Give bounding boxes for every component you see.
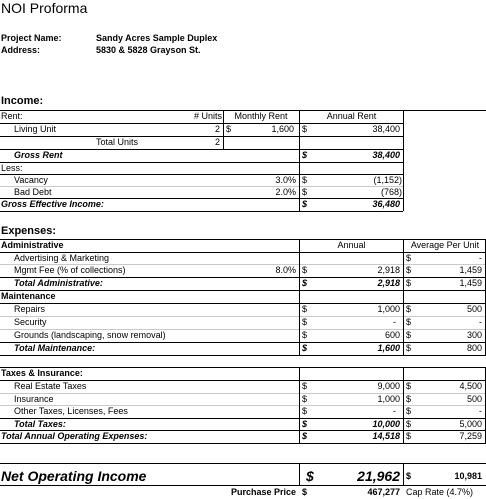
- noi-currency: $: [306, 468, 314, 484]
- total-admin-annual: 2,918: [377, 278, 400, 288]
- total-admin-currency: $: [302, 278, 308, 288]
- gross-effective-income-label: Gross Effective Income:: [1, 199, 104, 209]
- noi-avg-left-gridline: [403, 463, 404, 485]
- noi-value: 21,962: [357, 468, 400, 484]
- vacancy-label: Vacancy: [14, 175, 48, 185]
- total-admin-label: Total Administrative:: [14, 278, 103, 288]
- income-heading: Income:: [1, 95, 44, 107]
- total-opex-avg: 7,259: [459, 431, 482, 441]
- administrative-heading: Administrative: [1, 240, 64, 250]
- total-maintenance-annual: 1,600: [377, 343, 400, 353]
- total-units-label: Total Units: [96, 137, 139, 147]
- less-label: Less:: [1, 163, 23, 173]
- real-estate-taxes-avg: 4,500: [459, 381, 482, 391]
- total-opex-currency: $: [302, 431, 308, 441]
- monthly-rent-col-header: Monthly Rent: [234, 111, 288, 121]
- grounds-avg: 300: [466, 330, 482, 340]
- real-estate-taxes-annual: 9,000: [377, 381, 400, 391]
- repairs-avg-currency: $: [406, 304, 412, 314]
- other-taxes-avg: -: [479, 406, 482, 416]
- annual-rent-col-header: Annual Rent: [326, 111, 377, 121]
- total-maintenance-avg: 800: [466, 343, 482, 353]
- noi-annual-left-gridline: [299, 463, 300, 485]
- total-opex-rule: [0, 443, 486, 444]
- mgmt-fee-label: Mgmt Fee (% of collections): [14, 265, 126, 275]
- noi-top-rule: [0, 463, 486, 464]
- project-name-label: Project Name:: [1, 33, 62, 43]
- gross-rent-currency: $: [302, 150, 308, 160]
- purchase-price-currency: $: [302, 487, 308, 497]
- address-value: 5830 & 5828 Grayson St.: [96, 45, 201, 55]
- noi-label: Net Operating Income: [1, 468, 147, 484]
- advertising-avg: -: [479, 253, 482, 263]
- maintenance-heading: Maintenance: [1, 291, 56, 301]
- purchase-price-value: 467,277: [367, 487, 400, 497]
- monthly-annual-gridline: [299, 111, 300, 211]
- total-maintenance-rule: [0, 355, 486, 356]
- gei-rule: [0, 211, 403, 212]
- living-unit-annual-currency: $: [302, 124, 308, 134]
- vacancy-currency: $: [302, 175, 308, 185]
- repairs-currency: $: [302, 304, 308, 314]
- total-maintenance-currency: $: [302, 343, 308, 353]
- repairs-annual: 1,000: [377, 304, 400, 314]
- project-name-value: Sandy Acres Sample Duplex: [96, 33, 218, 43]
- vacancy-value: (1,152): [373, 175, 402, 185]
- repairs-label: Repairs: [14, 304, 46, 314]
- real-estate-taxes-avg-currency: $: [406, 381, 412, 391]
- total-taxes-avg: 5,000: [459, 419, 482, 429]
- gross-rent-rule: [0, 162, 403, 163]
- insurance-annual: 1,000: [377, 394, 400, 404]
- total-admin-avg: 1,459: [459, 278, 482, 288]
- other-taxes-label: Other Taxes, Licenses, Fees: [14, 406, 128, 416]
- bad-debt-value: (768): [380, 187, 402, 197]
- bad-debt-label: Bad Debt: [14, 187, 52, 197]
- vacancy-pct: 3.0%: [275, 175, 296, 185]
- grounds-annual: 600: [384, 330, 400, 340]
- security-currency: $: [302, 317, 308, 327]
- noi-per-unit: 10,981: [454, 471, 482, 481]
- annual-right-gridline: [403, 111, 404, 211]
- avg-per-unit-col-header: Average Per Unit: [410, 240, 480, 250]
- grounds-currency: $: [302, 330, 308, 340]
- insurance-avg-currency: $: [406, 394, 412, 404]
- security-avg: -: [479, 317, 482, 327]
- repairs-rule: [0, 316, 486, 317]
- other-taxes-currency: $: [302, 406, 308, 416]
- security-avg-currency: $: [406, 317, 412, 327]
- total-admin-rule: [0, 290, 486, 291]
- gross-effective-income-value: 36,480: [372, 199, 400, 209]
- advertising-avg-currency: $: [406, 253, 412, 263]
- living-unit-units: 2: [214, 124, 220, 134]
- units-monthly-gridline: [223, 111, 224, 149]
- living-unit-monthly: 1,600: [271, 124, 294, 134]
- real-estate-taxes-label: Real Estate Taxes: [14, 381, 87, 391]
- maintenance-header-rule: [0, 303, 486, 304]
- security-label: Security: [14, 317, 47, 327]
- bad-debt-pct: 2.0%: [275, 187, 296, 197]
- units-col-header: # Units: [193, 111, 222, 121]
- insurance-label: Insurance: [14, 394, 54, 404]
- expenses-avg-left-gridline: [403, 240, 404, 355]
- bad-debt-currency: $: [302, 187, 308, 197]
- other-taxes-rule: [0, 418, 486, 419]
- mgmt-fee-avg-currency: $: [406, 265, 412, 275]
- other-taxes-annual: -: [393, 406, 396, 416]
- security-annual: -: [393, 317, 396, 327]
- total-taxes-label: Total Taxes:: [14, 419, 66, 429]
- gei-currency: $: [302, 199, 308, 209]
- taxes-avg-left-gridline: [403, 367, 404, 443]
- insurance-avg: 500: [466, 394, 482, 404]
- page-title: NOI Proforma: [1, 0, 88, 16]
- purchase-price-label: Purchase Price: [230, 487, 296, 497]
- repairs-avg: 500: [466, 304, 482, 314]
- other-taxes-avg-currency: $: [406, 406, 412, 416]
- mgmt-fee-pct: 8.0%: [275, 265, 296, 275]
- advertising-label: Advertising & Marketing: [14, 253, 110, 263]
- total-taxes-annual: 10,000: [372, 419, 400, 429]
- expenses-heading: Expenses:: [1, 225, 57, 237]
- insurance-currency: $: [302, 394, 308, 404]
- total-opex-label: Total Annual Operating Expenses:: [1, 431, 148, 441]
- total-taxes-currency: $: [302, 419, 308, 429]
- total-maintenance-label: Total Maintenance:: [14, 343, 96, 353]
- total-opex-annual: 14,518: [372, 431, 400, 441]
- total-units-value: 2: [214, 137, 220, 147]
- total-admin-avg-currency: $: [406, 278, 412, 288]
- address-label: Address:: [1, 45, 41, 55]
- real-estate-taxes-currency: $: [302, 381, 308, 391]
- taxes-insurance-heading: Taxes & Insurance:: [1, 368, 83, 378]
- noi-per-unit-currency: $: [406, 471, 412, 481]
- mgmt-fee-currency: $: [302, 265, 308, 275]
- noi-bottom-rule: [0, 485, 486, 486]
- mgmt-fee-avg: 1,459: [459, 265, 482, 275]
- grounds-label: Grounds (landscaping, snow removal): [14, 330, 166, 340]
- living-unit-label: Living Unit: [14, 124, 57, 134]
- gross-rent-value: 38,400: [372, 150, 400, 160]
- living-unit-monthly-currency: $: [226, 124, 232, 134]
- rent-label: Rent:: [1, 111, 23, 121]
- gross-rent-label: Gross Rent: [14, 150, 63, 160]
- mgmt-fee-annual: 2,918: [377, 265, 400, 275]
- real-estate-taxes-rule: [0, 393, 486, 394]
- total-opex-avg-currency: $: [406, 431, 412, 441]
- expenses-annual-left-gridline: [299, 240, 300, 355]
- cap-rate-label: Cap Rate (4.7%): [406, 487, 474, 497]
- living-unit-annual: 38,400: [372, 124, 400, 134]
- taxes-annual-left-gridline: [299, 367, 300, 443]
- total-maintenance-avg-currency: $: [406, 343, 412, 353]
- annual-col-header: Annual: [337, 240, 366, 250]
- total-taxes-avg-currency: $: [406, 419, 412, 429]
- grounds-avg-currency: $: [406, 330, 412, 340]
